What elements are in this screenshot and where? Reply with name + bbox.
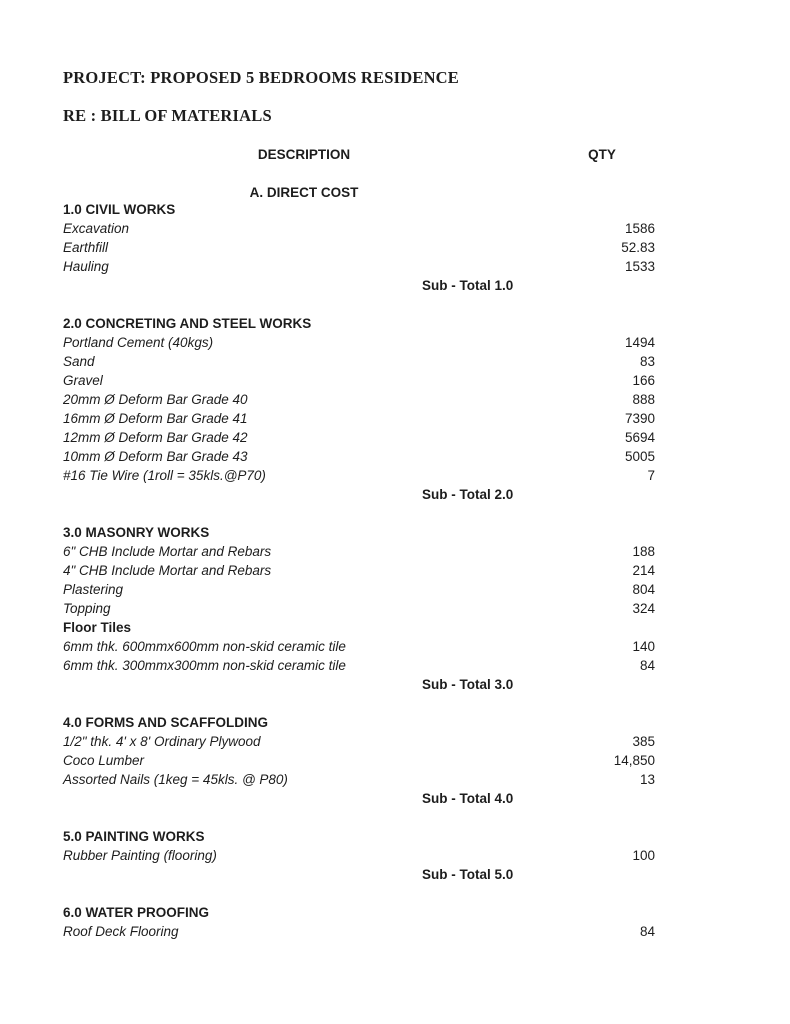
item-qty: 804 xyxy=(632,582,655,597)
section-heading xyxy=(0,314,790,333)
bom-item-row xyxy=(0,333,790,352)
bom-item-row xyxy=(0,390,790,409)
bom-item-row xyxy=(0,637,790,656)
re-line: RE : BILL OF MATERIALS xyxy=(63,106,272,125)
column-header-qty: QTY xyxy=(588,147,616,162)
direct-cost-header: A. DIRECT COST xyxy=(249,185,359,200)
bom-item-row xyxy=(0,656,790,675)
bom-subheading-row xyxy=(0,618,790,637)
item-description: Gravel xyxy=(63,373,103,388)
item-description: 20mm Ø Deform Bar Grade 40 xyxy=(63,392,248,407)
spacer-row xyxy=(0,504,790,523)
item-description: 6mm thk. 600mmx600mm non-skid ceramic tile xyxy=(63,639,346,654)
section-heading-label: 3.0 MASONRY WORKS xyxy=(63,525,210,540)
spacer-row xyxy=(0,694,790,713)
item-qty: 214 xyxy=(632,563,655,578)
item-description: Roof Deck Flooring xyxy=(63,924,179,939)
item-description: 6" CHB Include Mortar and Rebars xyxy=(63,544,272,559)
item-qty: 7390 xyxy=(624,411,655,426)
item-qty: 100 xyxy=(632,848,655,863)
subtotal-label: Sub - Total 2.0 xyxy=(422,487,514,502)
bom-item-row xyxy=(0,409,790,428)
bom-item-row xyxy=(0,238,790,257)
item-qty: 1586 xyxy=(624,221,655,236)
item-qty: 13 xyxy=(639,772,655,787)
bom-item-row xyxy=(0,352,790,371)
bom-item-row xyxy=(0,770,790,789)
bom-item-row xyxy=(0,371,790,390)
section-heading xyxy=(0,903,790,922)
item-description: Earthfill xyxy=(63,240,109,255)
item-description: 16mm Ø Deform Bar Grade 41 xyxy=(63,411,248,426)
item-qty: 5005 xyxy=(624,449,655,464)
subtotal-row xyxy=(0,485,790,504)
item-qty: 84 xyxy=(639,658,655,673)
subtotal-row xyxy=(0,675,790,694)
section-heading xyxy=(0,523,790,542)
bom-item-row xyxy=(0,846,790,865)
item-qty: 5694 xyxy=(624,430,655,445)
subtotal-row xyxy=(0,276,790,295)
item-description: Portland Cement (40kgs) xyxy=(63,335,214,350)
item-description: Sand xyxy=(63,354,95,369)
item-qty: 324 xyxy=(632,601,655,616)
item-description: Plastering xyxy=(63,582,124,597)
item-qty: 52.83 xyxy=(621,240,655,255)
item-qty: 83 xyxy=(639,354,655,369)
item-description: 6mm thk. 300mmx300mm non-skid ceramic tile xyxy=(63,658,346,673)
item-qty: 1533 xyxy=(624,259,655,274)
subtotal-label: Sub - Total 3.0 xyxy=(422,677,514,692)
bom-item-row xyxy=(0,580,790,599)
section-heading-label: 5.0 PAINTING WORKS xyxy=(63,829,205,844)
subtotal-row xyxy=(0,789,790,808)
subtotal-row xyxy=(0,865,790,884)
section-heading-label: 6.0 WATER PROOFING xyxy=(63,905,210,920)
subtotal-label: Sub - Total 1.0 xyxy=(422,278,514,293)
section-heading xyxy=(0,713,790,732)
bom-item-row xyxy=(0,732,790,751)
spacer-row xyxy=(0,808,790,827)
bom-item-row xyxy=(0,447,790,466)
column-header-description: DESCRIPTION xyxy=(257,147,351,162)
bom-item-row xyxy=(0,219,790,238)
bom-item-row xyxy=(0,428,790,447)
item-qty: 888 xyxy=(632,392,655,407)
item-description: 1/2" thk. 4' x 8' Ordinary Plywood xyxy=(63,734,261,749)
item-description: Coco Lumber xyxy=(63,753,145,768)
item-description: 12mm Ø Deform Bar Grade 42 xyxy=(63,430,248,445)
item-description: 4" CHB Include Mortar and Rebars xyxy=(63,563,272,578)
item-description: Assorted Nails (1keg = 45kls. @ P80) xyxy=(63,772,288,787)
item-description: Hauling xyxy=(63,259,109,274)
item-qty: 385 xyxy=(632,734,655,749)
section-heading-label: 2.0 CONCRETING AND STEEL WORKS xyxy=(63,316,312,331)
item-qty: 166 xyxy=(632,373,655,388)
item-qty: 140 xyxy=(632,639,655,654)
item-description: Rubber Painting (flooring) xyxy=(63,848,217,863)
spacer-row xyxy=(0,884,790,903)
section-heading-label: 4.0 FORMS AND SCAFFOLDING xyxy=(63,715,269,730)
bom-item-row xyxy=(0,561,790,580)
item-qty: 7 xyxy=(647,468,655,483)
section-heading-label: 1.0 CIVIL WORKS xyxy=(63,202,176,217)
item-qty: 14,850 xyxy=(613,753,655,768)
project-title: PROJECT: PROPOSED 5 BEDROOMS RESIDENCE xyxy=(63,68,460,87)
bom-item-row xyxy=(0,466,790,485)
bill-of-materials-table xyxy=(0,200,790,941)
item-description: Excavation xyxy=(63,221,130,236)
spacer-row xyxy=(0,295,790,314)
item-qty: 1494 xyxy=(624,335,655,350)
item-description: #16 Tie Wire (1roll = 35kls.@P70) xyxy=(63,468,266,483)
bom-item-row xyxy=(0,599,790,618)
subtotal-label: Sub - Total 5.0 xyxy=(422,867,514,882)
item-description: Floor Tiles xyxy=(63,620,132,635)
bom-item-row xyxy=(0,751,790,770)
section-heading xyxy=(0,200,790,219)
bom-item-row xyxy=(0,542,790,561)
item-description: 10mm Ø Deform Bar Grade 43 xyxy=(63,449,248,464)
section-heading xyxy=(0,827,790,846)
item-description: Topping xyxy=(63,601,111,616)
bom-item-row xyxy=(0,922,790,941)
subtotal-label: Sub - Total 4.0 xyxy=(422,791,514,806)
item-qty: 84 xyxy=(639,924,655,939)
item-qty: 188 xyxy=(632,544,655,559)
bom-item-row xyxy=(0,257,790,276)
